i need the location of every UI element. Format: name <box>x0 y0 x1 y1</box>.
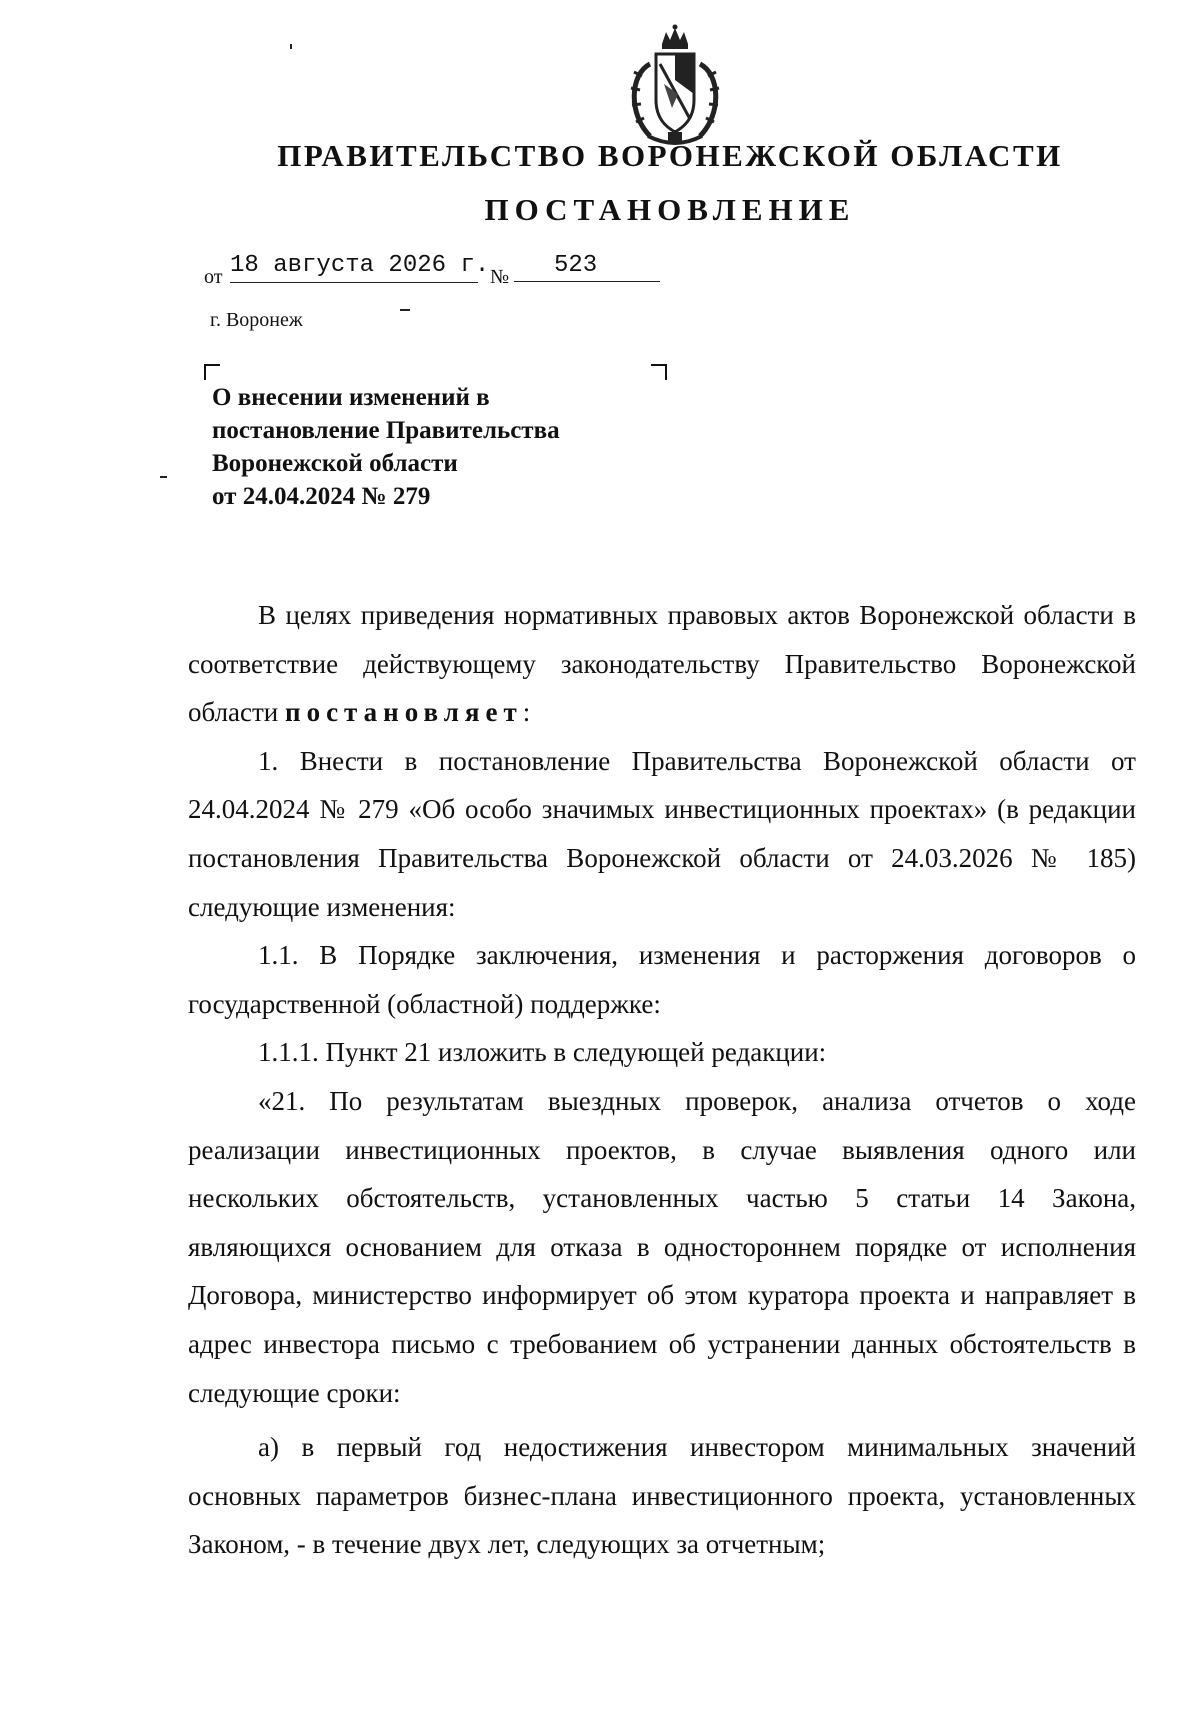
document-subject <box>212 381 652 513</box>
organization-title: ПРАВИТЕЛЬСТВО ВОРОНЕЖСКОЙ ОБЛАСТИ <box>277 138 1063 173</box>
document-date: 18 августа 2026 г. <box>230 252 478 283</box>
document-type-title: ПОСТАНОВЛЕНИЕ <box>484 192 856 227</box>
preamble-end: : <box>522 697 531 728</box>
body-paragraph: 1.1.1. Пункт 21 изложить в следующей редакции: <box>258 1037 827 1068</box>
body-paragraph: 1.1. В Порядке заключения, изменения и расторжения договоров о государственной (областной) поддержке: <box>188 940 1136 1019</box>
number-label: № <box>490 266 510 288</box>
subject-line: от 24.04.2024 № 279 <box>212 483 431 510</box>
body-paragraph: а) в первый год недостижения инвестором минимальных значений основных параметров бизнес-плана инвестиционного проекта, установленных Законом, - в течение двух лет, следующих за отчетным; <box>188 1432 1136 1560</box>
preamble-emphasis: постановляет <box>285 697 523 728</box>
coat-of-arms-emblem <box>620 24 730 154</box>
document-body <box>188 591 1136 1569</box>
scan-speck <box>400 309 410 311</box>
document-number: 523 <box>514 252 660 282</box>
date-from-label: от <box>204 266 223 288</box>
subject-corner-mark-left <box>204 364 220 380</box>
preamble-text: В целях приведения нормативных правовых актов Воронежской области в соответствие действующему законодательству Правительство Воронежской области <box>188 600 1136 728</box>
body-paragraph: 1. Внести в постановление Правительства Воронежской области от 24.04.2024 № 279 «Об особо значимых инвестиционных проектах» (в редакции постановления Правительства Воронежской области от 24.03.2026 № 185) следующие изменения: <box>188 745 1136 922</box>
document-place: г. Воронеж <box>210 309 303 331</box>
subject-line: постановление Правительства <box>212 417 560 444</box>
scan-speck <box>290 44 292 49</box>
preamble-paragraph <box>188 591 1136 737</box>
subject-line: О внесении изменений в <box>212 384 490 411</box>
subject-line: Воронежской области <box>212 450 458 477</box>
body-paragraph: «21. По результатам выездных проверок, анализа отчетов о ходе реализации инвестиционных проектов, в случае выявления одного или нескольких обстоятельств, установленных частью 5 статьи 14 Закона, являющихся основанием для отказа в одностороннем порядке от исполнения Договора, министерство информирует об этом куратора проекта и направляет в адрес инвестора письмо с требованием об устранении данных обстоятельств в следующие сроки: <box>188 1085 1136 1408</box>
subject-corner-mark-right <box>651 364 667 380</box>
scan-speck <box>160 476 167 478</box>
